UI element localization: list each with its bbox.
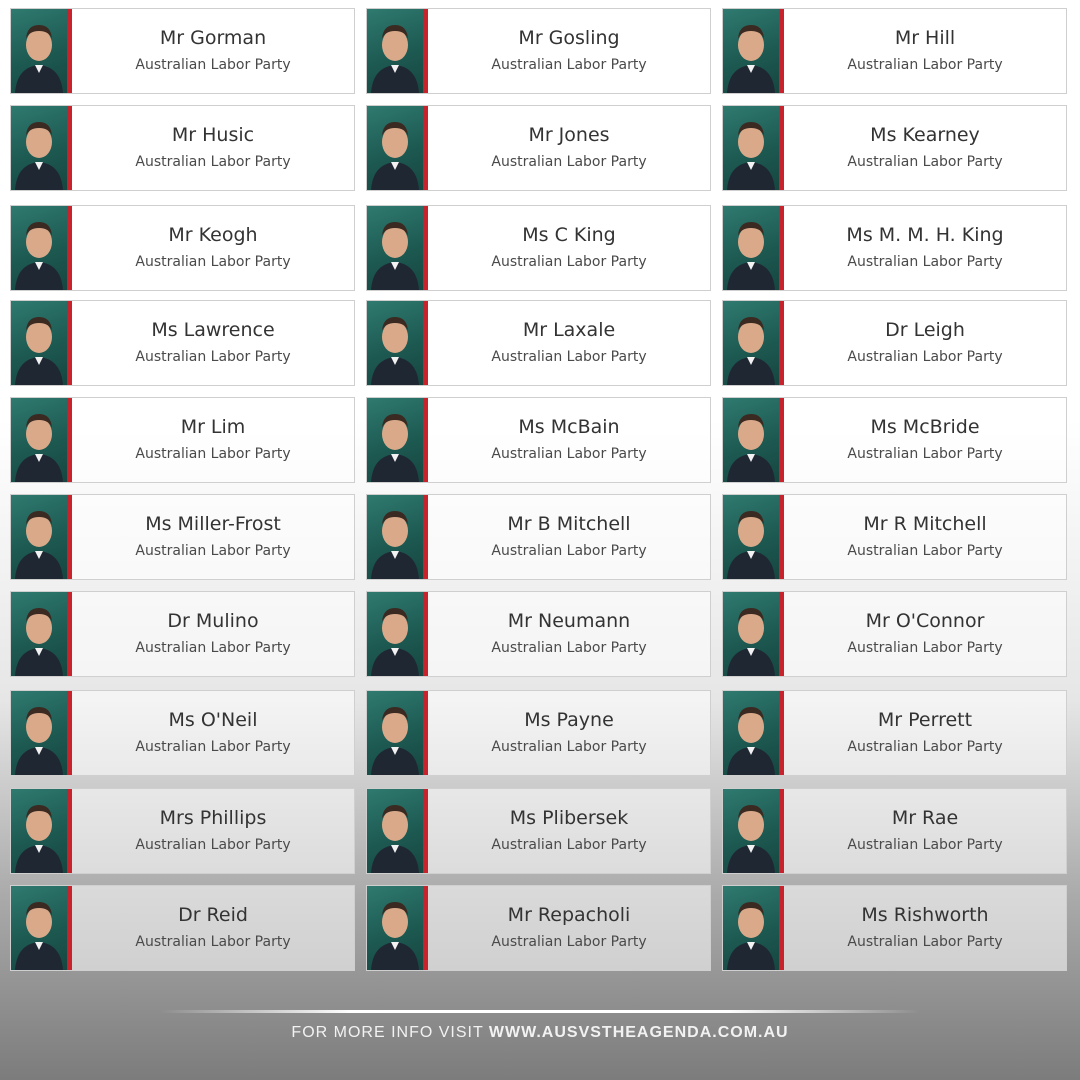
member-name: Ms Payne (524, 709, 614, 731)
member-info (72, 789, 354, 873)
member-party: Australian Labor Party (847, 446, 1003, 462)
member-portrait (367, 106, 423, 190)
member-info (784, 9, 1066, 93)
member-card[interactable] (10, 205, 355, 291)
member-portrait (367, 301, 423, 385)
member-info (784, 495, 1066, 579)
member-info (428, 301, 710, 385)
footer-url-link[interactable]: WWW.AUSVSTHEAGENDA.COM.AU (488, 1024, 789, 1041)
member-name: Ms Lawrence (151, 319, 275, 341)
member-name: Mr Gorman (159, 27, 267, 49)
member-card[interactable] (10, 494, 355, 580)
member-card[interactable] (722, 885, 1067, 971)
member-party: Australian Labor Party (847, 349, 1003, 365)
member-info (784, 592, 1066, 676)
member-party: Australian Labor Party (491, 254, 647, 270)
member-card[interactable] (366, 494, 711, 580)
member-card[interactable] (10, 591, 355, 677)
member-portrait (11, 789, 67, 873)
member-card[interactable] (722, 788, 1067, 874)
member-card[interactable] (366, 8, 711, 94)
member-portrait (367, 592, 423, 676)
member-info (428, 9, 710, 93)
member-portrait (11, 691, 67, 775)
member-portrait (367, 398, 423, 482)
member-name: Mrs Phillips (159, 807, 267, 829)
member-portrait (723, 495, 779, 579)
member-portrait (367, 9, 423, 93)
member-party: Australian Labor Party (847, 543, 1003, 559)
member-name: Ms M. M. H. King (846, 224, 1004, 246)
footer-divider (160, 1010, 920, 1013)
member-party: Australian Labor Party (135, 543, 291, 559)
member-card[interactable] (722, 690, 1067, 776)
member-party: Australian Labor Party (135, 446, 291, 462)
member-name: Mr Laxale (522, 319, 616, 341)
member-name: Ms Miller-Frost (145, 513, 281, 535)
member-info (72, 886, 354, 970)
member-info (784, 106, 1066, 190)
footer (0, 1024, 1080, 1042)
member-party: Australian Labor Party (491, 57, 647, 73)
member-name: Ms McBride (870, 416, 980, 438)
member-name: Ms Kearney (870, 124, 980, 146)
member-card[interactable] (366, 105, 711, 191)
member-portrait (723, 691, 779, 775)
member-name: Mr Hill (894, 27, 956, 49)
member-info (428, 592, 710, 676)
member-portrait (723, 301, 779, 385)
member-portrait (367, 789, 423, 873)
member-card[interactable] (722, 8, 1067, 94)
member-info (428, 886, 710, 970)
member-info (784, 398, 1066, 482)
member-info (428, 691, 710, 775)
member-party: Australian Labor Party (491, 934, 647, 950)
member-info (784, 301, 1066, 385)
member-name: Ms Plibersek (509, 807, 629, 829)
member-card[interactable] (10, 397, 355, 483)
member-name: Mr Rae (891, 807, 959, 829)
member-name: Mr B Mitchell (507, 513, 631, 535)
member-card[interactable] (366, 690, 711, 776)
member-name: Mr Neumann (507, 610, 631, 632)
member-party: Australian Labor Party (847, 934, 1003, 950)
member-portrait (367, 206, 423, 290)
member-name: Dr Mulino (167, 610, 259, 632)
member-card[interactable] (366, 591, 711, 677)
member-portrait (367, 691, 423, 775)
member-party: Australian Labor Party (491, 640, 647, 656)
member-party: Australian Labor Party (135, 739, 291, 755)
member-party: Australian Labor Party (847, 57, 1003, 73)
member-card[interactable] (722, 591, 1067, 677)
member-name: Mr Jones (528, 124, 610, 146)
member-party: Australian Labor Party (135, 640, 291, 656)
member-info (72, 206, 354, 290)
member-party: Australian Labor Party (491, 543, 647, 559)
member-card[interactable] (366, 300, 711, 386)
member-portrait (11, 206, 67, 290)
member-portrait (11, 592, 67, 676)
member-name: Mr Lim (180, 416, 246, 438)
member-info (72, 691, 354, 775)
member-info (784, 691, 1066, 775)
member-name: Ms Rishworth (861, 904, 989, 926)
member-name: Mr Husic (171, 124, 255, 146)
member-info (72, 398, 354, 482)
member-party: Australian Labor Party (847, 254, 1003, 270)
member-portrait (723, 9, 779, 93)
footer-prefix: FOR MORE INFO VISIT (291, 1024, 489, 1041)
member-card[interactable] (722, 494, 1067, 580)
member-party: Australian Labor Party (135, 837, 291, 853)
member-party: Australian Labor Party (491, 837, 647, 853)
member-portrait (11, 495, 67, 579)
member-card[interactable] (722, 397, 1067, 483)
member-info (72, 106, 354, 190)
member-card[interactable] (722, 300, 1067, 386)
member-portrait (11, 398, 67, 482)
member-info (784, 206, 1066, 290)
member-name: Dr Leigh (885, 319, 965, 341)
member-card[interactable] (10, 8, 355, 94)
member-name: Mr Gosling (518, 27, 620, 49)
member-info (428, 495, 710, 579)
member-party: Australian Labor Party (847, 739, 1003, 755)
member-portrait (367, 495, 423, 579)
member-party: Australian Labor Party (135, 934, 291, 950)
member-card[interactable] (10, 690, 355, 776)
member-party: Australian Labor Party (135, 349, 291, 365)
member-party: Australian Labor Party (847, 154, 1003, 170)
member-portrait (11, 106, 67, 190)
member-party: Australian Labor Party (491, 739, 647, 755)
member-name: Mr Perrett (877, 709, 973, 731)
member-card[interactable] (366, 885, 711, 971)
member-card[interactable] (10, 788, 355, 874)
member-portrait (723, 206, 779, 290)
member-portrait (367, 886, 423, 970)
member-name: Mr O'Connor (865, 610, 985, 632)
member-info (428, 206, 710, 290)
member-party: Australian Labor Party (491, 349, 647, 365)
member-card[interactable] (722, 105, 1067, 191)
member-name: Ms C King (522, 224, 616, 246)
member-name: Ms O'Neil (168, 709, 258, 731)
member-info (784, 886, 1066, 970)
member-party: Australian Labor Party (491, 154, 647, 170)
member-party: Australian Labor Party (135, 154, 291, 170)
member-info (72, 495, 354, 579)
member-name: Ms McBain (518, 416, 620, 438)
member-party: Australian Labor Party (847, 837, 1003, 853)
member-info (428, 106, 710, 190)
member-card[interactable] (10, 300, 355, 386)
member-party: Australian Labor Party (491, 446, 647, 462)
member-card[interactable] (366, 397, 711, 483)
member-portrait (723, 592, 779, 676)
member-info (428, 398, 710, 482)
member-portrait (723, 789, 779, 873)
member-portrait (11, 301, 67, 385)
member-info (72, 592, 354, 676)
member-portrait (11, 886, 67, 970)
member-name: Mr Keogh (168, 224, 258, 246)
member-party: Australian Labor Party (847, 640, 1003, 656)
member-card[interactable] (10, 885, 355, 971)
member-name: Mr R Mitchell (863, 513, 987, 535)
member-card[interactable] (722, 205, 1067, 291)
member-card[interactable] (366, 788, 711, 874)
member-info (428, 789, 710, 873)
member-name: Mr Repacholi (507, 904, 631, 926)
member-portrait (723, 398, 779, 482)
member-name: Dr Reid (178, 904, 248, 926)
member-card[interactable] (10, 105, 355, 191)
member-party: Australian Labor Party (135, 57, 291, 73)
member-portrait (723, 886, 779, 970)
member-info (784, 789, 1066, 873)
member-portrait (723, 106, 779, 190)
member-portrait (11, 9, 67, 93)
member-info (72, 301, 354, 385)
member-party: Australian Labor Party (135, 254, 291, 270)
member-card[interactable] (366, 205, 711, 291)
member-info (72, 9, 354, 93)
